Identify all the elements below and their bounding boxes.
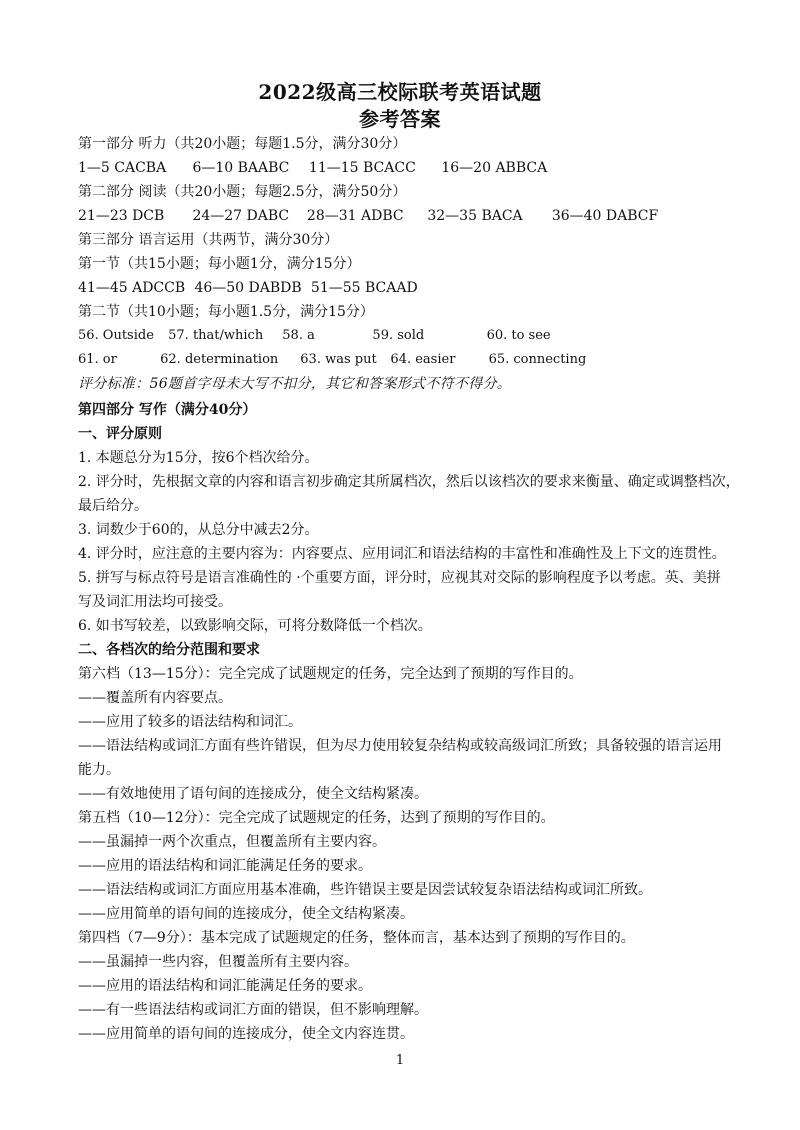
part2-heading: 第二部分 阅读（共20小题；每题2.5分，满分50分）: [78, 184, 407, 200]
answer-group: 16—20 ABBCA: [441, 160, 548, 176]
part4-heading: 第四部分 写作（满分40分）: [78, 402, 257, 418]
answer-group: 1—5 CACBA: [78, 160, 167, 176]
answer-group: 32—35 BACA: [427, 208, 523, 224]
answer-item: 64. easier: [390, 352, 456, 367]
part3-sec1-heading: 第一节（共15小题；每小题1分，满分15分）: [78, 256, 361, 272]
page-number: 1: [395, 1053, 405, 1068]
page-subtitle: 参考答案: [359, 107, 441, 131]
part3-sec2-row2: [78, 351, 758, 369]
level-5-heading: 第五档（10—12分）：完全完成了试题规定的任务，达到了预期的写作目的。: [78, 810, 555, 826]
principle-1: 1. 本题总分为15分，按6个档次给分。: [78, 450, 319, 466]
answer-item: 62. determination: [160, 352, 279, 367]
principle-4: 4. 评分时，应注意的主要内容为：内容要点、应用词汇和语法结构的丰富性和准确性及上下文的连贯性。: [78, 546, 726, 562]
level-6-item: ——有效地使用了语句间的连接成分，使全文结构紧凑。: [78, 786, 428, 802]
level-5-item: ——语法结构或词汇方面应用基本准确，些许错误主要是因尝试较复杂语法结构或词汇所致。: [78, 882, 652, 898]
level-5-item: ——应用的语法结构和词汇能满足任务的要求。: [78, 858, 372, 874]
principle-5: 5. 拼写与标点符号是语言准确性的 ·个重要方面，评分时，应视其对交际的影响程度予以考虑。英、美拼: [78, 570, 721, 586]
answer-item: 61. or: [78, 352, 117, 367]
principle-3: 3. 词数少于60的，从总分中减去2分。: [78, 522, 319, 538]
answer-item: 65. connecting: [488, 352, 587, 367]
part1-answers: [78, 159, 758, 177]
answer-group: 11—15 BCACC: [308, 160, 416, 176]
level-6-item: ——应用了较多的语法结构和词汇。: [78, 714, 302, 730]
principle-2: 2. 评分时，先根据文章的内容和语言初步确定其所属档次，然后以该档次的要求来衡量、确定或调整档次，: [78, 474, 740, 490]
principles-heading: 一、评分原则: [78, 426, 162, 442]
part3-heading: 第三部分 语言运用（共两节，满分30分）: [78, 232, 339, 248]
answer-item: 60. to see: [486, 328, 551, 343]
answer-item: 63. was put: [300, 352, 377, 367]
answer-item: 59. sold: [372, 328, 425, 343]
level-6-item: ——语法结构或词汇方面有些许错误，但为尽力使用较复杂结构或较高级词汇所致；具备较强的语言运用: [78, 738, 722, 754]
level-5-item: ——虽漏掉一两个次重点，但覆盖所有主要内容。: [78, 834, 386, 850]
level-4-item: ——应用简单的语句间的连接成分，使全文内容连贯。: [78, 1026, 414, 1042]
principle-2-cont: 最后给分。: [78, 498, 148, 514]
principle-5-cont: 写及词汇用法均可接受。: [78, 594, 232, 610]
answer-group: 51—55 BCAAD: [310, 280, 418, 296]
answer-item: 57. that/which: [168, 328, 264, 343]
level-4-item: ——有一些语法结构或词汇方面的错误，但不影响理解。: [78, 1002, 428, 1018]
level-4-item: ——虽漏掉一些内容，但覆盖所有主要内容。: [78, 954, 358, 970]
part1-heading: 第一部分 听力（共20小题；每题1.5分，满分30分）: [78, 136, 407, 152]
level-6-heading: 第六档（13—15分）：完全完成了试题规定的任务，完全达到了预期的写作目的。: [78, 666, 583, 682]
level-4-heading: 第四档（7—9分）：基本完成了试题规定的任务，整体而言，基本达到了预期的写作目的。: [78, 930, 635, 946]
principle-6: 6. 如书写较差，以致影响交际，可将分数降低一个档次。: [78, 618, 432, 634]
answer-group: 46—50 DABDB: [194, 280, 302, 296]
answer-group: 41—45 ADCCB: [78, 280, 186, 296]
part2-answers: [78, 207, 758, 225]
answer-item: 56. Outside: [78, 328, 154, 343]
level-6-item-cont: 能力。: [78, 762, 120, 778]
levels-heading: 二、各档次的给分范围和要求: [78, 642, 260, 658]
part3-sec2-heading: 第二节（共10小题；每小题1.5分，满分15分）: [78, 304, 374, 320]
part3-sec2-row1: [78, 327, 758, 345]
page-title: 2022级高三校际联考英语试题: [258, 80, 542, 104]
answer-group: 24—27 DABC: [192, 208, 290, 224]
part3-sec1-answers: [78, 279, 758, 297]
scoring-note: 评分标准：56题首字母未大写不扣分，其它和答案形式不符不得分。: [78, 376, 512, 392]
level-5-item: ——应用简单的语句间的连接成分，使全文结构紧凑。: [78, 906, 414, 922]
answer-item: 58. a: [282, 328, 315, 343]
level-6-item: ——覆盖所有内容要点。: [78, 690, 232, 706]
level-4-item: ——应用的语法结构和词汇能满足任务的要求。: [78, 978, 372, 994]
answer-group: 21—23 DCB: [78, 208, 165, 224]
answer-group: 36—40 DABCF: [551, 208, 659, 224]
answer-group: 6—10 BAABC: [192, 160, 290, 176]
answer-group: 28—31 ADBC: [306, 208, 404, 224]
